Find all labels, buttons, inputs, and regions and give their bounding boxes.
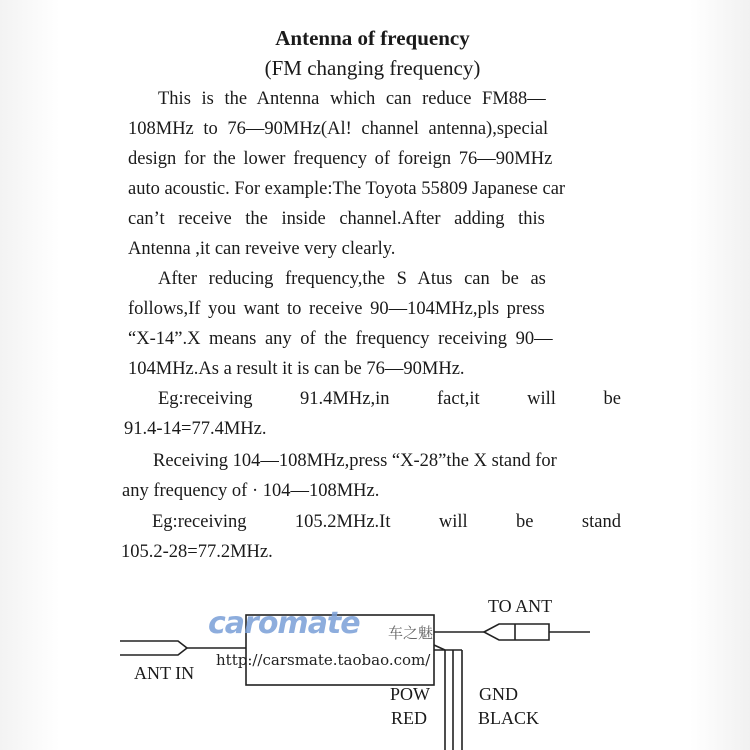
- para1-line1: [158, 88, 620, 110]
- example2-word3: will: [438, 512, 468, 532]
- wiring-diagram-svg: [0, 590, 750, 750]
- example1-line2: 91.4-14=77.4MHz.: [124, 419, 267, 439]
- page-title: Antenna of frequency: [275, 26, 470, 50]
- para1-line2: 108MHz to 76—90MHz(Al! channel antenna),special: [128, 119, 549, 139]
- example2-word4: be: [516, 512, 534, 532]
- example2-word2: 105.2MHz.It: [294, 512, 391, 532]
- ant-in-connector: [120, 641, 187, 655]
- example2-word5: stand: [581, 512, 621, 532]
- black-label: BLACK: [478, 708, 540, 728]
- para1-line3: design for the lower frequency of foreign 76—90MHz: [128, 149, 553, 169]
- example1-word5: be: [603, 389, 621, 409]
- to-ant-connector: [484, 624, 549, 640]
- para1-line6: Antenna ,it can reveive very clearly.: [128, 239, 396, 259]
- para1-line4: auto acoustic. For example:The Toyota 55809 Japanese car: [128, 179, 566, 199]
- example2-line1: [152, 511, 621, 533]
- para1-line5: can’t receive the inside channel.After adding this: [128, 209, 545, 229]
- caromate-logo-watermark: caromate: [208, 606, 360, 641]
- example1-line1: [158, 388, 621, 410]
- shop-url-watermark: http://carsmate.taobao.com/: [216, 651, 431, 669]
- para3-line2: any frequency of · 104—108MHz.: [122, 481, 380, 501]
- para2-line1: After reducing frequency,the S Atus can be as: [158, 269, 546, 289]
- para2-line2: follows,If you want to receive 90—104MHz,pls press: [128, 299, 545, 319]
- example2-line2: 105.2-28=77.2MHz.: [121, 542, 273, 562]
- example2-word1: Eg:receiving: [152, 512, 247, 532]
- red-label: RED: [391, 708, 427, 728]
- page-subtitle: (FM changing frequency): [264, 56, 481, 80]
- wiring-diagram: [0, 590, 750, 750]
- para2-line3: “X-14”.X means any of the frequency receiving 90—: [128, 329, 553, 349]
- example1-word2: 91.4MHz,in: [300, 389, 390, 409]
- chinese-brand-watermark: 车之魅: [388, 624, 434, 642]
- ant-in-label: ANT IN: [134, 663, 195, 683]
- para1-line1-text: This is the Antenna which can reduce FM88—: [158, 89, 546, 109]
- example1-word4: will: [527, 389, 556, 409]
- pow-label: POW: [390, 684, 430, 704]
- para2-line4: 104MHz.As a result it is can be 76—90MHz.: [128, 359, 465, 379]
- example1-word1: Eg:receiving: [158, 389, 253, 409]
- to-ant-label: TO ANT: [488, 596, 553, 616]
- example1-word3: fact,it: [437, 389, 480, 409]
- para3-line1: Receiving 104—108MHz,press “X-28”the X stand for: [153, 451, 557, 471]
- gnd-label: GND: [479, 684, 518, 704]
